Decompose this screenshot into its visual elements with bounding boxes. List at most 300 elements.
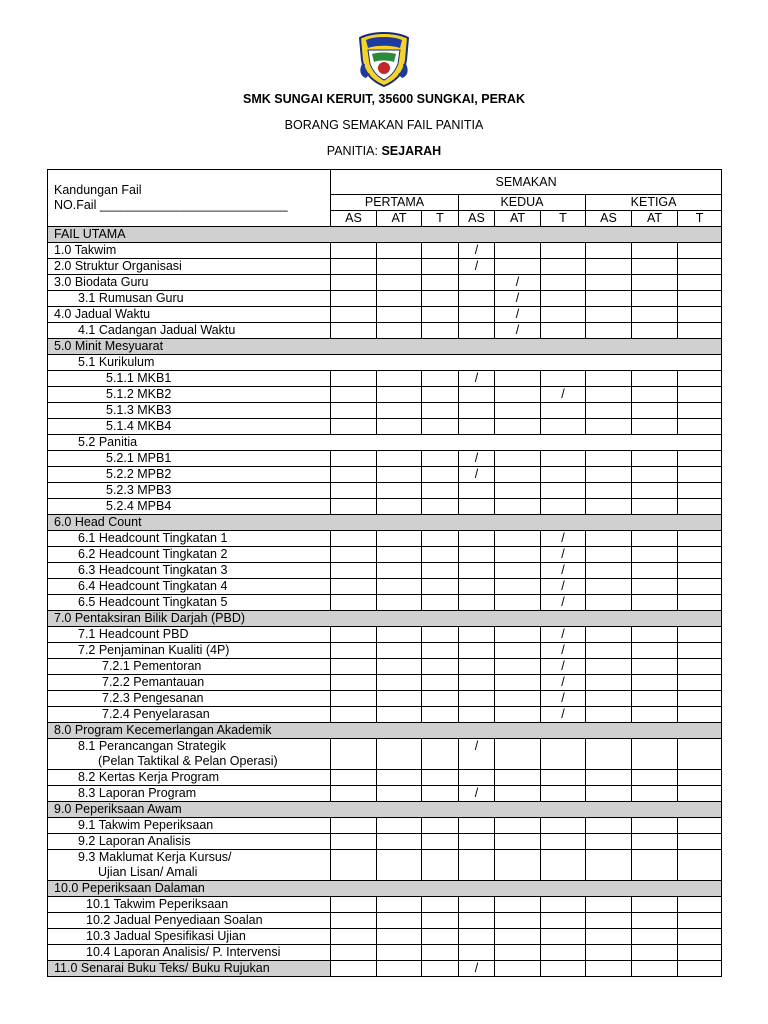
check-cell[interactable]: / [459, 739, 495, 770]
check-cell[interactable] [422, 913, 459, 929]
check-cell[interactable] [586, 643, 632, 659]
check-cell[interactable] [678, 499, 722, 515]
check-cell[interactable] [331, 707, 377, 723]
check-cell[interactable] [586, 595, 632, 611]
check-cell[interactable] [331, 627, 377, 643]
check-cell[interactable] [632, 929, 678, 945]
check-cell[interactable] [678, 818, 722, 834]
check-cell[interactable] [459, 850, 495, 881]
check-cell[interactable] [331, 691, 377, 707]
check-cell[interactable] [678, 579, 722, 595]
check-cell[interactable] [632, 643, 678, 659]
check-cell[interactable] [495, 659, 541, 675]
check-cell[interactable]: / [541, 659, 586, 675]
check-cell[interactable] [331, 675, 377, 691]
check-cell[interactable] [459, 547, 495, 563]
check-cell[interactable] [632, 961, 678, 977]
check-cell[interactable] [678, 531, 722, 547]
check-cell[interactable] [377, 643, 422, 659]
check-cell[interactable] [678, 547, 722, 563]
check-cell[interactable] [495, 467, 541, 483]
check-cell[interactable] [678, 419, 722, 435]
check-cell[interactable] [422, 259, 459, 275]
check-cell[interactable] [495, 913, 541, 929]
check-cell[interactable] [495, 243, 541, 259]
check-cell[interactable] [459, 945, 495, 961]
check-cell[interactable] [678, 371, 722, 387]
check-cell[interactable] [422, 531, 459, 547]
check-cell[interactable] [632, 483, 678, 499]
check-cell[interactable] [632, 913, 678, 929]
check-cell[interactable] [377, 707, 422, 723]
check-cell[interactable] [331, 786, 377, 802]
check-cell[interactable] [632, 467, 678, 483]
check-cell[interactable] [459, 403, 495, 419]
check-cell[interactable] [495, 531, 541, 547]
check-cell[interactable] [495, 675, 541, 691]
check-cell[interactable] [377, 371, 422, 387]
check-cell[interactable] [495, 850, 541, 881]
check-cell[interactable] [422, 850, 459, 881]
check-cell[interactable] [331, 945, 377, 961]
check-cell[interactable] [541, 259, 586, 275]
check-cell[interactable] [331, 897, 377, 913]
check-cell[interactable] [586, 371, 632, 387]
check-cell[interactable] [632, 259, 678, 275]
check-cell[interactable]: / [541, 707, 586, 723]
check-cell[interactable] [422, 563, 459, 579]
check-cell[interactable] [586, 786, 632, 802]
check-cell[interactable] [331, 929, 377, 945]
check-cell[interactable] [586, 307, 632, 323]
check-cell[interactable] [459, 818, 495, 834]
check-cell[interactable]: / [541, 563, 586, 579]
check-cell[interactable] [678, 467, 722, 483]
check-cell[interactable] [422, 659, 459, 675]
check-cell[interactable] [632, 850, 678, 881]
check-cell[interactable] [541, 467, 586, 483]
check-cell[interactable]: / [541, 627, 586, 643]
check-cell[interactable] [678, 929, 722, 945]
check-cell[interactable] [586, 739, 632, 770]
check-cell[interactable] [586, 659, 632, 675]
check-cell[interactable] [586, 323, 632, 339]
check-cell[interactable] [377, 818, 422, 834]
check-cell[interactable]: / [495, 323, 541, 339]
check-cell[interactable] [632, 291, 678, 307]
check-cell[interactable] [632, 818, 678, 834]
check-cell[interactable] [459, 913, 495, 929]
check-cell[interactable] [678, 483, 722, 499]
check-cell[interactable] [495, 834, 541, 850]
check-cell[interactable] [495, 818, 541, 834]
check-cell[interactable] [459, 627, 495, 643]
check-cell[interactable] [632, 786, 678, 802]
check-cell[interactable] [632, 243, 678, 259]
check-cell[interactable] [678, 739, 722, 770]
check-cell[interactable] [678, 627, 722, 643]
check-cell[interactable] [377, 307, 422, 323]
check-cell[interactable] [495, 499, 541, 515]
check-cell[interactable] [632, 595, 678, 611]
check-cell[interactable] [459, 579, 495, 595]
check-cell[interactable]: / [541, 643, 586, 659]
check-cell[interactable] [586, 467, 632, 483]
check-cell[interactable] [495, 579, 541, 595]
check-cell[interactable]: / [459, 451, 495, 467]
check-cell[interactable] [459, 691, 495, 707]
check-cell[interactable] [495, 643, 541, 659]
check-cell[interactable] [422, 739, 459, 770]
check-cell[interactable] [678, 850, 722, 881]
check-cell[interactable] [495, 563, 541, 579]
check-cell[interactable] [495, 387, 541, 403]
check-cell[interactable] [678, 243, 722, 259]
check-cell[interactable] [678, 403, 722, 419]
check-cell[interactable] [422, 929, 459, 945]
check-cell[interactable] [541, 403, 586, 419]
check-cell[interactable] [632, 387, 678, 403]
check-cell[interactable] [331, 371, 377, 387]
check-cell[interactable] [678, 323, 722, 339]
check-cell[interactable] [331, 387, 377, 403]
check-cell[interactable] [377, 291, 422, 307]
check-cell[interactable] [495, 483, 541, 499]
check-cell[interactable] [377, 961, 422, 977]
check-cell[interactable] [331, 531, 377, 547]
check-cell[interactable] [632, 499, 678, 515]
check-cell[interactable] [632, 659, 678, 675]
check-cell[interactable] [586, 259, 632, 275]
check-cell[interactable] [422, 451, 459, 467]
check-cell[interactable] [541, 243, 586, 259]
check-cell[interactable] [422, 323, 459, 339]
check-cell[interactable] [331, 579, 377, 595]
check-cell[interactable] [541, 770, 586, 786]
check-cell[interactable] [422, 818, 459, 834]
check-cell[interactable] [541, 913, 586, 929]
check-cell[interactable] [678, 563, 722, 579]
check-cell[interactable] [377, 483, 422, 499]
check-cell[interactable] [495, 770, 541, 786]
check-cell[interactable] [632, 531, 678, 547]
check-cell[interactable] [331, 451, 377, 467]
check-cell[interactable] [331, 834, 377, 850]
check-cell[interactable] [422, 371, 459, 387]
check-cell[interactable] [678, 259, 722, 275]
check-cell[interactable] [678, 451, 722, 467]
check-cell[interactable] [377, 929, 422, 945]
check-cell[interactable] [377, 451, 422, 467]
check-cell[interactable] [632, 579, 678, 595]
check-cell[interactable]: / [541, 531, 586, 547]
check-cell[interactable] [541, 929, 586, 945]
check-cell[interactable] [377, 945, 422, 961]
check-cell[interactable] [541, 419, 586, 435]
check-cell[interactable] [632, 275, 678, 291]
check-cell[interactable] [459, 897, 495, 913]
check-cell[interactable] [331, 259, 377, 275]
check-cell[interactable] [678, 307, 722, 323]
check-cell[interactable] [422, 579, 459, 595]
check-cell[interactable] [632, 307, 678, 323]
check-cell[interactable] [632, 547, 678, 563]
check-cell[interactable] [459, 707, 495, 723]
check-cell[interactable] [377, 691, 422, 707]
check-cell[interactable] [377, 579, 422, 595]
check-cell[interactable] [495, 547, 541, 563]
check-cell[interactable]: / [459, 786, 495, 802]
check-cell[interactable] [422, 675, 459, 691]
check-cell[interactable] [678, 707, 722, 723]
check-cell[interactable] [459, 929, 495, 945]
check-cell[interactable] [541, 451, 586, 467]
check-cell[interactable] [377, 499, 422, 515]
check-cell[interactable] [377, 243, 422, 259]
check-cell[interactable]: / [459, 259, 495, 275]
check-cell[interactable] [331, 307, 377, 323]
check-cell[interactable] [586, 291, 632, 307]
check-cell[interactable] [331, 850, 377, 881]
check-cell[interactable] [541, 961, 586, 977]
check-cell[interactable] [495, 419, 541, 435]
check-cell[interactable] [422, 243, 459, 259]
check-cell[interactable] [495, 929, 541, 945]
check-cell[interactable] [678, 945, 722, 961]
check-cell[interactable] [459, 291, 495, 307]
check-cell[interactable] [459, 770, 495, 786]
check-cell[interactable] [678, 834, 722, 850]
check-cell[interactable] [422, 627, 459, 643]
check-cell[interactable] [377, 531, 422, 547]
check-cell[interactable] [586, 483, 632, 499]
check-cell[interactable] [586, 770, 632, 786]
check-cell[interactable] [586, 897, 632, 913]
check-cell[interactable] [678, 387, 722, 403]
check-cell[interactable] [331, 739, 377, 770]
check-cell[interactable] [586, 419, 632, 435]
check-cell[interactable]: / [541, 387, 586, 403]
check-cell[interactable] [495, 403, 541, 419]
check-cell[interactable] [459, 531, 495, 547]
check-cell[interactable] [586, 531, 632, 547]
check-cell[interactable] [495, 739, 541, 770]
check-cell[interactable] [632, 371, 678, 387]
check-cell[interactable]: / [495, 291, 541, 307]
check-cell[interactable]: / [541, 579, 586, 595]
check-cell[interactable]: / [541, 691, 586, 707]
check-cell[interactable]: / [459, 371, 495, 387]
check-cell[interactable] [422, 483, 459, 499]
check-cell[interactable] [377, 419, 422, 435]
check-cell[interactable] [422, 834, 459, 850]
check-cell[interactable] [422, 945, 459, 961]
check-cell[interactable] [495, 371, 541, 387]
check-cell[interactable] [331, 770, 377, 786]
check-cell[interactable] [422, 547, 459, 563]
check-cell[interactable] [377, 659, 422, 675]
check-cell[interactable] [459, 323, 495, 339]
check-cell[interactable] [678, 643, 722, 659]
check-cell[interactable] [377, 834, 422, 850]
check-cell[interactable] [541, 818, 586, 834]
check-cell[interactable] [678, 595, 722, 611]
check-cell[interactable] [377, 595, 422, 611]
check-cell[interactable] [331, 643, 377, 659]
check-cell[interactable] [422, 467, 459, 483]
check-cell[interactable] [459, 563, 495, 579]
check-cell[interactable] [632, 627, 678, 643]
check-cell[interactable] [377, 850, 422, 881]
check-cell[interactable] [632, 451, 678, 467]
check-cell[interactable] [459, 307, 495, 323]
check-cell[interactable] [422, 499, 459, 515]
check-cell[interactable] [422, 691, 459, 707]
check-cell[interactable] [422, 307, 459, 323]
check-cell[interactable] [331, 563, 377, 579]
check-cell[interactable] [495, 259, 541, 275]
check-cell[interactable] [422, 595, 459, 611]
check-cell[interactable] [632, 419, 678, 435]
check-cell[interactable] [495, 691, 541, 707]
check-cell[interactable] [541, 834, 586, 850]
check-cell[interactable] [459, 675, 495, 691]
check-cell[interactable] [678, 897, 722, 913]
check-cell[interactable]: / [495, 307, 541, 323]
check-cell[interactable] [586, 563, 632, 579]
check-cell[interactable] [586, 818, 632, 834]
check-cell[interactable] [632, 834, 678, 850]
check-cell[interactable] [422, 961, 459, 977]
check-cell[interactable] [331, 547, 377, 563]
check-cell[interactable]: / [459, 961, 495, 977]
check-cell[interactable] [422, 643, 459, 659]
check-cell[interactable] [678, 291, 722, 307]
check-cell[interactable] [586, 275, 632, 291]
check-cell[interactable] [586, 627, 632, 643]
check-cell[interactable] [377, 387, 422, 403]
check-cell[interactable] [632, 675, 678, 691]
check-cell[interactable] [459, 643, 495, 659]
check-cell[interactable] [632, 739, 678, 770]
check-cell[interactable] [377, 563, 422, 579]
check-cell[interactable] [459, 275, 495, 291]
check-cell[interactable]: / [541, 675, 586, 691]
check-cell[interactable] [632, 707, 678, 723]
check-cell[interactable] [377, 627, 422, 643]
check-cell[interactable] [541, 945, 586, 961]
check-cell[interactable] [541, 850, 586, 881]
check-cell[interactable] [377, 275, 422, 291]
check-cell[interactable] [632, 323, 678, 339]
check-cell[interactable] [422, 707, 459, 723]
check-cell[interactable] [586, 579, 632, 595]
check-cell[interactable] [377, 323, 422, 339]
check-cell[interactable] [495, 707, 541, 723]
check-cell[interactable] [678, 913, 722, 929]
check-cell[interactable] [678, 659, 722, 675]
check-cell[interactable] [541, 275, 586, 291]
check-cell[interactable] [632, 945, 678, 961]
check-cell[interactable] [678, 786, 722, 802]
check-cell[interactable]: / [495, 275, 541, 291]
check-cell[interactable] [586, 850, 632, 881]
check-cell[interactable] [586, 834, 632, 850]
check-cell[interactable] [495, 897, 541, 913]
check-cell[interactable] [678, 961, 722, 977]
check-cell[interactable] [331, 483, 377, 499]
check-cell[interactable] [541, 291, 586, 307]
check-cell[interactable] [377, 675, 422, 691]
check-cell[interactable] [331, 323, 377, 339]
check-cell[interactable] [459, 659, 495, 675]
check-cell[interactable] [541, 323, 586, 339]
check-cell[interactable] [541, 739, 586, 770]
check-cell[interactable]: / [541, 547, 586, 563]
check-cell[interactable] [459, 387, 495, 403]
check-cell[interactable] [331, 913, 377, 929]
check-cell[interactable] [377, 467, 422, 483]
check-cell[interactable] [495, 786, 541, 802]
check-cell[interactable] [331, 403, 377, 419]
check-cell[interactable] [377, 547, 422, 563]
check-cell[interactable] [459, 595, 495, 611]
check-cell[interactable] [331, 275, 377, 291]
check-cell[interactable] [422, 419, 459, 435]
check-cell[interactable] [377, 897, 422, 913]
check-cell[interactable] [331, 243, 377, 259]
check-cell[interactable] [586, 961, 632, 977]
check-cell[interactable] [586, 675, 632, 691]
check-cell[interactable] [495, 961, 541, 977]
check-cell[interactable] [459, 834, 495, 850]
check-cell[interactable] [541, 786, 586, 802]
check-cell[interactable] [331, 659, 377, 675]
check-cell[interactable] [377, 259, 422, 275]
check-cell[interactable] [678, 675, 722, 691]
check-cell[interactable] [422, 291, 459, 307]
check-cell[interactable] [678, 691, 722, 707]
check-cell[interactable] [331, 961, 377, 977]
check-cell[interactable] [586, 403, 632, 419]
check-cell[interactable] [632, 897, 678, 913]
check-cell[interactable] [377, 770, 422, 786]
check-cell[interactable] [586, 707, 632, 723]
check-cell[interactable] [331, 419, 377, 435]
check-cell[interactable] [495, 945, 541, 961]
check-cell[interactable] [422, 275, 459, 291]
check-cell[interactable] [459, 419, 495, 435]
check-cell[interactable] [586, 451, 632, 467]
check-cell[interactable] [586, 691, 632, 707]
check-cell[interactable] [586, 929, 632, 945]
check-cell[interactable] [632, 563, 678, 579]
check-cell[interactable] [331, 467, 377, 483]
check-cell[interactable] [632, 403, 678, 419]
check-cell[interactable] [422, 897, 459, 913]
check-cell[interactable] [586, 499, 632, 515]
check-cell[interactable] [586, 913, 632, 929]
check-cell[interactable] [495, 451, 541, 467]
check-cell[interactable] [377, 913, 422, 929]
check-cell[interactable] [331, 499, 377, 515]
check-cell[interactable] [331, 595, 377, 611]
check-cell[interactable] [632, 770, 678, 786]
check-cell[interactable] [422, 403, 459, 419]
check-cell[interactable] [377, 786, 422, 802]
check-cell[interactable] [586, 243, 632, 259]
check-cell[interactable] [331, 818, 377, 834]
